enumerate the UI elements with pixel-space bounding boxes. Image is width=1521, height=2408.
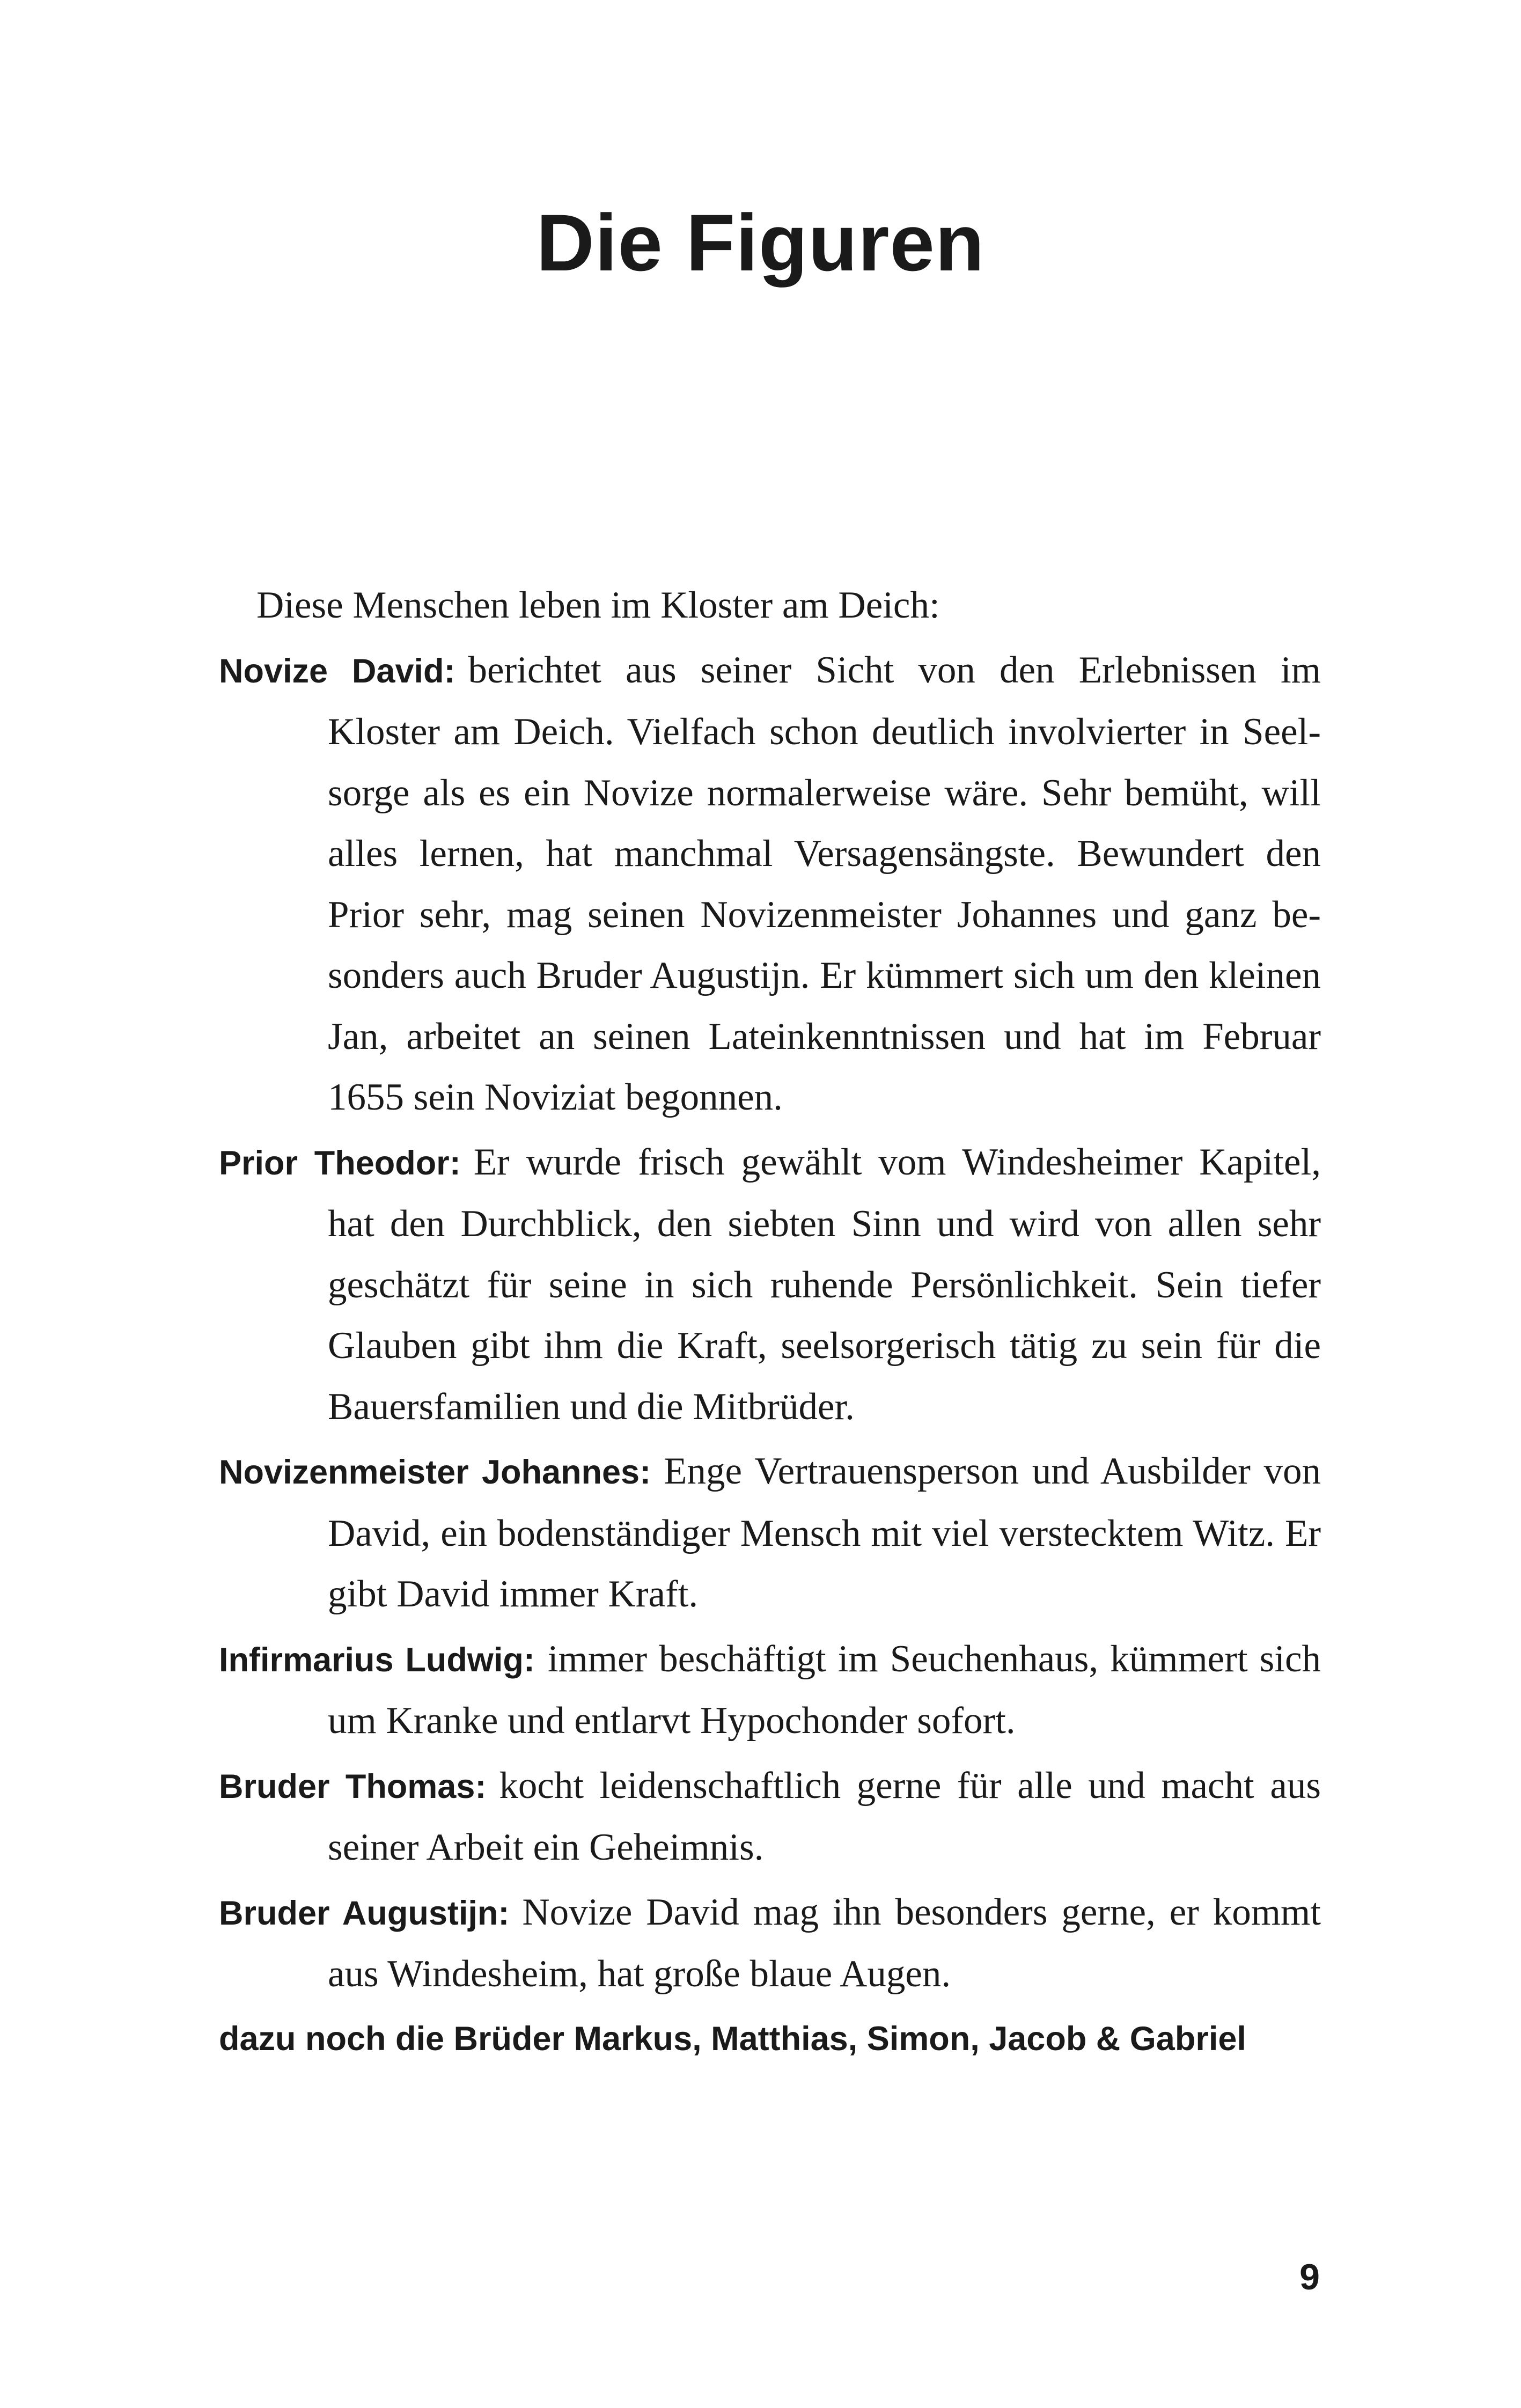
character-entry-augustijn: [219, 1882, 1321, 2005]
character-description: Novize David mag ihn besonders gerne, er kommt aus Windesheim, hat große blaue Augen.: [328, 1891, 1321, 1995]
page-number: 9: [1299, 2257, 1320, 2297]
closing-line: dazu noch die Brüder Markus, Matthias, Simon, Jacob & Gabriel: [219, 2020, 1246, 2058]
page-title: Die Figuren: [536, 197, 985, 288]
character-description: Er wurde frisch gewählt vom Windesheimer Kapitel, hat den Durchblick, den siebten Sinn und wird von allen sehr geschätzt für seine in sich ruhende Persönlichkeit. Sein tiefer Glauben gibt ihm die Kraft, seelsorgerisch tätig zu sein für die Bauersfamilien und die Mitbrüder.: [328, 1141, 1321, 1428]
character-entry-theodor: [219, 1132, 1321, 1438]
character-entry-david: [219, 640, 1321, 1128]
character-description: kocht leidenschaftlich gerne für alle und macht aus seiner Arbeit ein Geheimnis.: [328, 1764, 1321, 1868]
character-name: Novizenmeister Johannes:: [219, 1453, 651, 1491]
character-description: berichtet aus seiner Sicht von den Erlebnissen im Kloster am Deich. Vielfach schon deutlich involvierter in Seelsorge als es ein Novize normalerweise wäre. Sehr bemüht, will alles lernen, hat manchmal Versagensängste. Bewundert den Prior sehr, mag seinen Novizenmeister Johannes und ganz besonders auch Bruder Augustijn. Er kümmert sich um den kleinen Jan, arbeitet an seinen Lateinkenntnissen und hat im Februar 1655 sein Noviziat begonnen.: [328, 649, 1321, 1118]
character-name: Bruder Augustijn:: [219, 1894, 510, 1932]
character-list: [219, 575, 1321, 2069]
character-entry-thomas: [219, 1756, 1321, 1878]
character-name: Prior Theodor:: [219, 1144, 461, 1182]
character-entry-johannes: [219, 1441, 1321, 1625]
character-name: Bruder Thomas:: [219, 1767, 487, 1805]
character-description: immer beschäftigt im Seuchenhaus, kümmert sich um Kranke und entlarvt Hypochonder sofort.: [328, 1638, 1321, 1742]
character-name: Novize David:: [219, 652, 455, 690]
character-name: Infirmarius Ludwig:: [219, 1641, 535, 1679]
intro-text: Diese Menschen leben im Kloster am Deich:: [256, 584, 940, 626]
character-entry-ludwig: [219, 1629, 1321, 1752]
character-description: Enge Vertrauensperson und Ausbilder von David, ein bodenständiger Mensch mit viel verstecktem Witz. Er gibt David immer Kraft.: [328, 1450, 1321, 1615]
